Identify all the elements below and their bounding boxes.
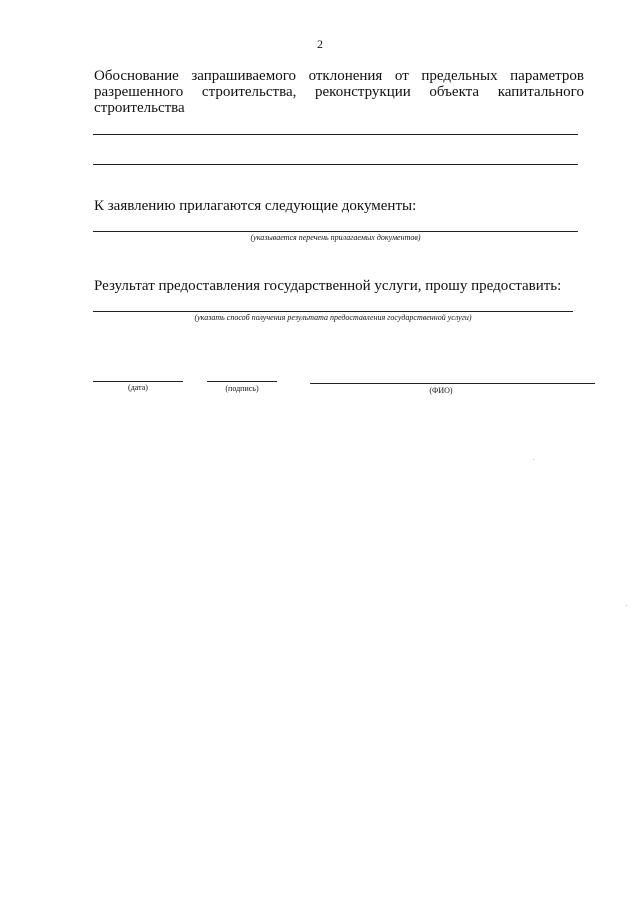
scan-speck <box>626 605 627 606</box>
page-number: 2 <box>317 37 323 51</box>
result-fill-line[interactable] <box>93 311 573 312</box>
documents-fill-line[interactable] <box>93 231 578 232</box>
name-caption: (ФИО) <box>429 386 453 395</box>
signature-caption: (подпись) <box>225 384 259 393</box>
date-fill-line[interactable] <box>93 381 183 382</box>
result-heading: Результат предоставления государственной услуги, прошу предоставить: <box>94 278 562 294</box>
signature-fill-line[interactable] <box>207 381 277 382</box>
justification-paragraph <box>94 68 584 116</box>
name-fill-line[interactable] <box>310 383 595 384</box>
justification-line-1: Обоснование запрашиваемого отклонения от предельных параметров <box>94 68 584 84</box>
documents-caption: (указывается перечень прилагаемых документов) <box>250 233 421 242</box>
justification-line-3: строительства <box>94 100 185 116</box>
documents-heading: К заявлению прилагаются следующие документы: <box>94 198 417 214</box>
date-caption: (дата) <box>128 383 148 392</box>
justification-fill-line-1[interactable] <box>93 134 578 135</box>
scan-speck <box>533 459 534 460</box>
justification-fill-line-2[interactable] <box>93 164 578 165</box>
result-caption: (указать способ получения результата предоставления государственной услуги) <box>194 313 472 322</box>
justification-line-2: разрешенного строительства, реконструкции объекта капитального <box>94 84 584 100</box>
